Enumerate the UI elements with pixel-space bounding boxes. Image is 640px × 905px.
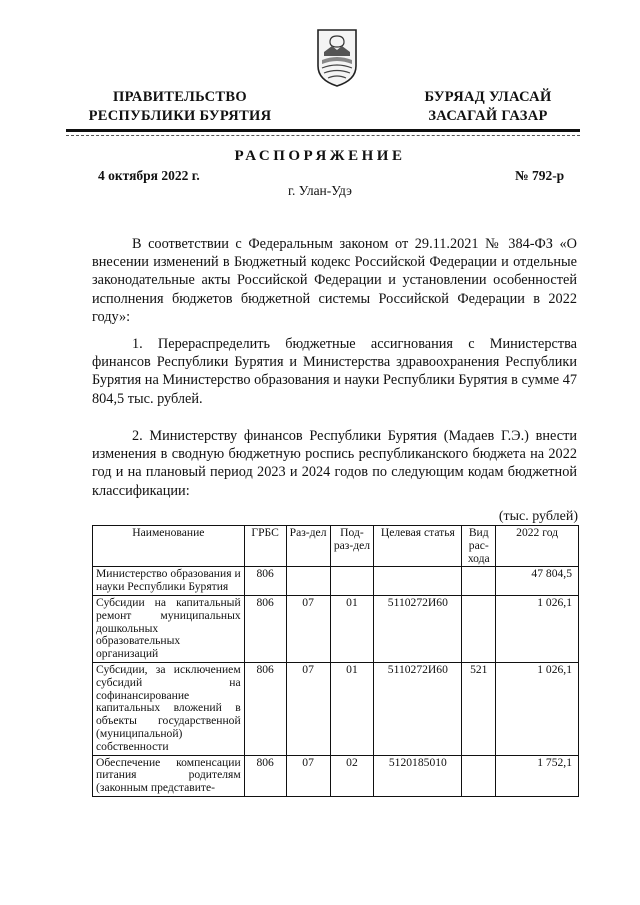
col-header-tselevaya: Целевая статья xyxy=(374,526,462,567)
coat-of-arms-emblem xyxy=(314,26,360,88)
cell-razdel: 07 xyxy=(286,595,330,662)
cell-vid xyxy=(462,595,496,662)
table-row xyxy=(93,595,579,662)
document-number: № 792-р xyxy=(515,168,565,183)
cell-razdel xyxy=(286,567,330,596)
cell-tselevaya: 5110272И60 xyxy=(374,595,462,662)
col-header-grbs: ГРБС xyxy=(244,526,286,567)
cell-amount: 47 804,5 xyxy=(496,567,579,596)
table-row xyxy=(93,755,579,796)
col-header-podrazdel: Под-раз-дел xyxy=(330,526,374,567)
issuer-buryat-line2: ЗАСАГАЙ ГАЗАР xyxy=(428,108,548,124)
cell-podrazdel xyxy=(330,567,374,596)
preamble-paragraph: В соответствии с Федеральным законом от 29.11.2021 № 384-ФЗ «О внесении изменений в Бюджетный кодекс Российской Федерации и отдельные законодательные акты Российской Федерации и установлении особенностей исполнения бюджетов бюджетной системы Российской Федерации в 2022 году»: xyxy=(92,236,577,325)
cell-grbs: 806 xyxy=(244,755,286,796)
clause-2-paragraph: 2. Министерству финансов Республики Бурятия (Мадаев Г.Э.) внести изменения в сводную бюджетную роспись республиканского бюджета на 2022 год и на плановый период 2023 и 2024 годов по следующим кодам бюджетной классификации: xyxy=(92,428,577,499)
cell-podrazdel: 02 xyxy=(330,755,374,796)
issuer-russian xyxy=(70,88,290,126)
cell-name: Обеспечение компенсации питания родителям (законным представите- xyxy=(93,755,245,796)
header-dashed-divider xyxy=(66,135,580,136)
cell-razdel: 07 xyxy=(286,755,330,796)
issuer-russian-line1: ПРАВИТЕЛЬСТВО xyxy=(113,89,247,105)
document-type-title: РАСПОРЯЖЕНИЕ xyxy=(234,148,406,164)
cell-tselevaya: 5110272И60 xyxy=(374,662,462,755)
cell-amount: 1 752,1 xyxy=(496,755,579,796)
document-city: г. Улан-Удэ xyxy=(288,183,352,198)
cell-name: Субсидии на капитальный ремонт муниципальных дошкольных образовательных организаций xyxy=(93,595,245,662)
cell-grbs: 806 xyxy=(244,595,286,662)
clause-1-paragraph: 1. Перераспределить бюджетные ассигнования с Министерства финансов Республики Бурятия и Министерства здравоохранения Республики Бурятия на Министерство образования и науки Республики Бурятия в сумме 47 804,5 тыс. рублей. xyxy=(92,336,577,407)
cell-grbs: 806 xyxy=(244,567,286,596)
issuer-buryat-line1: БУРЯАД УЛАСАЙ xyxy=(424,89,552,105)
cell-tselevaya: 5120185010 xyxy=(374,755,462,796)
cell-tselevaya xyxy=(374,567,462,596)
document-date: 4 октября 2022 г. xyxy=(98,168,200,183)
col-header-name: Наименование xyxy=(93,526,245,567)
issuer-russian-line2: РЕСПУБЛИКИ БУРЯТИЯ xyxy=(88,108,272,124)
cell-amount: 1 026,1 xyxy=(496,595,579,662)
col-header-razdel: Раз-дел xyxy=(286,526,330,567)
cell-vid: 521 xyxy=(462,662,496,755)
cell-podrazdel: 01 xyxy=(330,595,374,662)
page-bottom-margin xyxy=(0,845,640,905)
col-header-year: 2022 год xyxy=(496,526,579,567)
cell-podrazdel: 01 xyxy=(330,662,374,755)
issuer-buryat xyxy=(388,88,588,126)
cell-grbs: 806 xyxy=(244,662,286,755)
cell-name: Субсидии, за исключением субсидий на софинансирование капитальных вложений в объекты государственной (муниципальной) собственности xyxy=(93,662,245,755)
budget-table xyxy=(92,525,579,797)
cell-vid xyxy=(462,755,496,796)
table-row xyxy=(93,567,579,596)
cell-name: Министерство образования и науки Республики Бурятия xyxy=(93,567,245,596)
table-row xyxy=(93,662,579,755)
header-divider xyxy=(66,129,580,132)
col-header-vid: Вид рас-хода xyxy=(462,526,496,567)
cell-razdel: 07 xyxy=(286,662,330,755)
table-header-row xyxy=(93,526,579,567)
cell-vid xyxy=(462,567,496,596)
cell-amount: 1 026,1 xyxy=(496,662,579,755)
table-units: (тыс. рублей) xyxy=(498,509,578,524)
